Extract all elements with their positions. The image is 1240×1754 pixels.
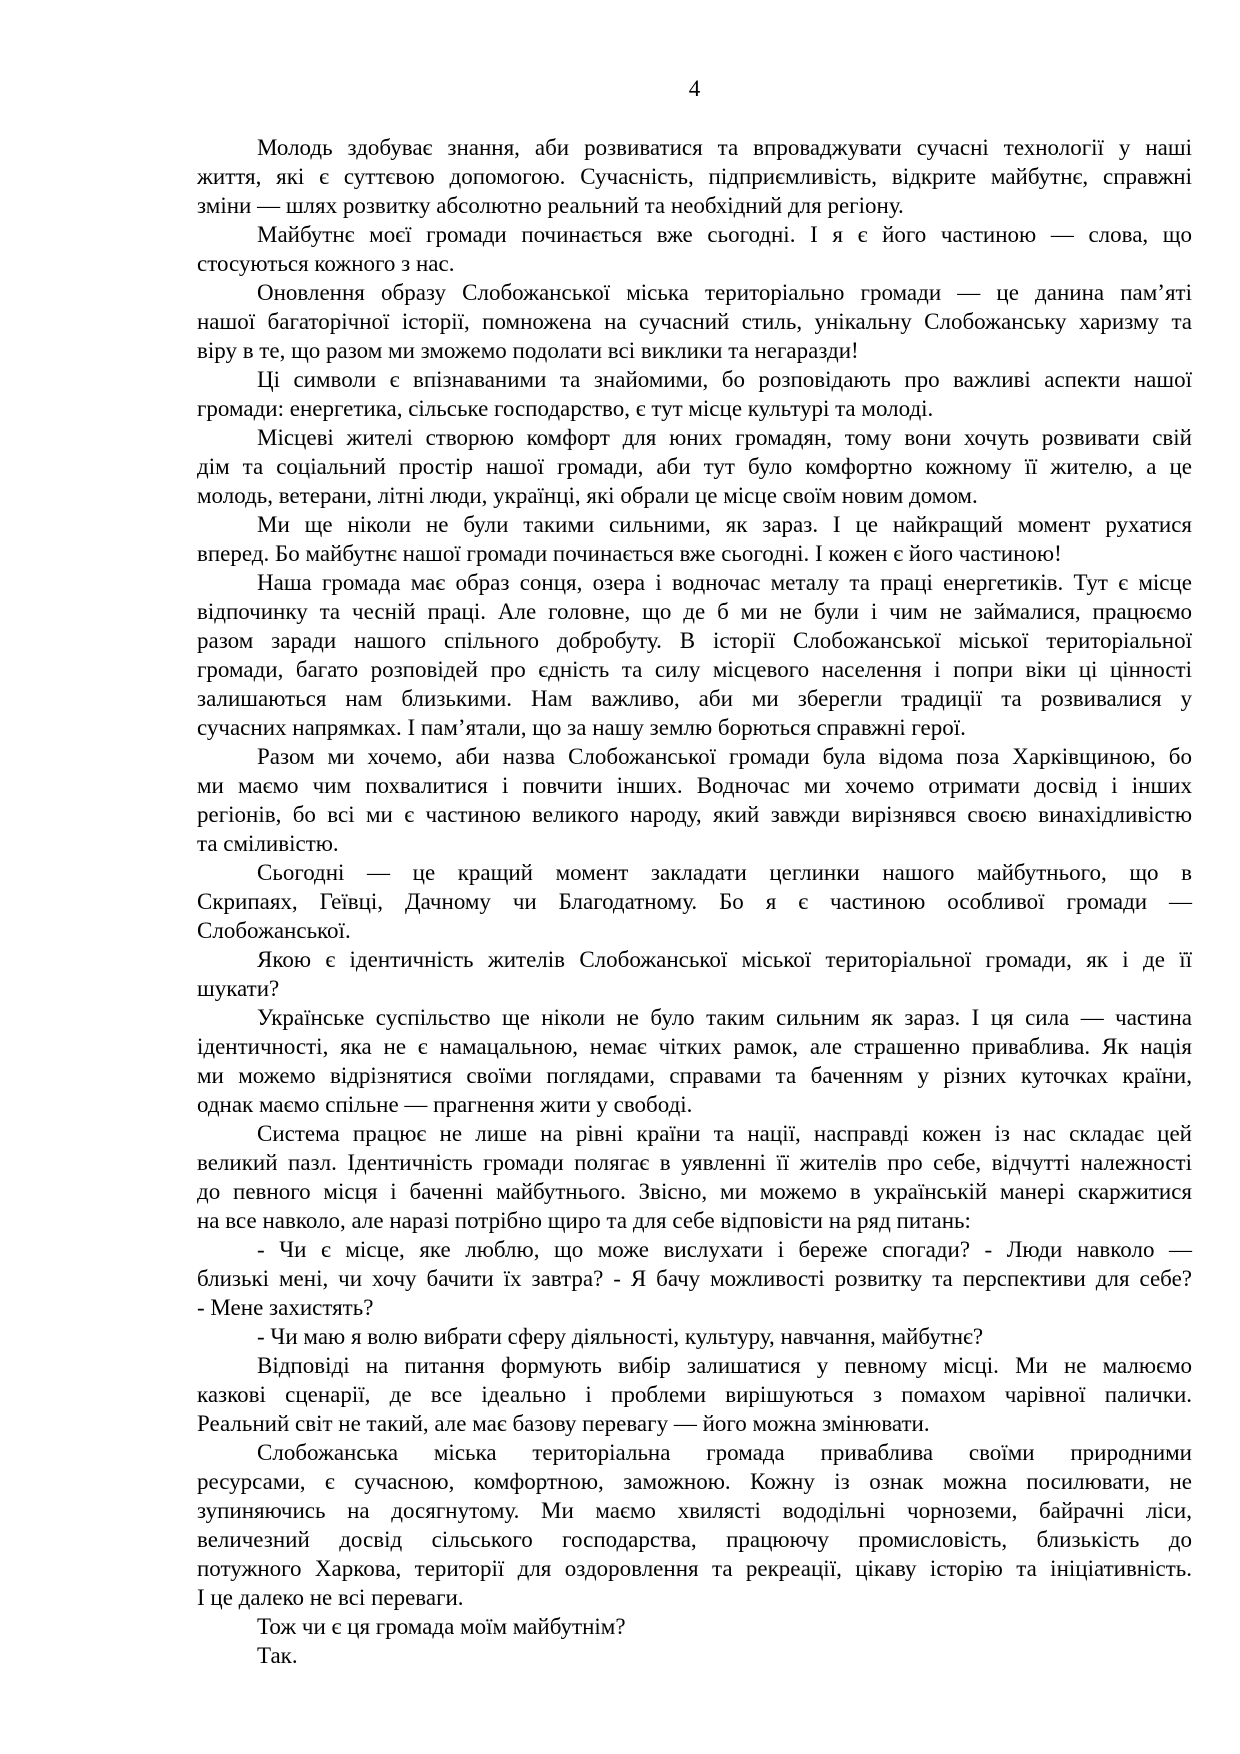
paragraph (197, 1119, 1192, 1235)
text-line: молодь, ветерани, літні люди, українці, які обрали це місце своїм новим домом. (197, 483, 978, 508)
paragraph (197, 1322, 1192, 1351)
paragraph (197, 1351, 1192, 1438)
page-number: 4 (688, 76, 701, 101)
text-line: вперед. Бо майбутнє нашої громади починається вже сьогодні. І кожен є його частиною! (197, 541, 1062, 566)
text-line: зміни — шлях розвитку абсолютно реальний та необхідний для регіону. (197, 193, 904, 218)
paragraph (197, 1438, 1192, 1612)
paragraph (197, 568, 1192, 742)
text-line: ресурсами, є сучасною, комфортною, заможною. Кожну із ознак можна посилювати, не (197, 1469, 1192, 1494)
text-line: ідентичності, яка не є намацальною, немає чітких рамок, але страшенно приваблива. Як нація (197, 1034, 1192, 1059)
text-line: ми можемо відрізнятися своїми поглядами, справами та баченням у різних куточках країни, (197, 1063, 1192, 1088)
paragraph (197, 365, 1192, 423)
text-line: великий пазл. Ідентичність громади полягає в уявленні її жителів про себе, відчутті належності (197, 1150, 1192, 1175)
paragraph (197, 1003, 1192, 1119)
text-line: залишаються нам близькими. Нам важливо, аби ми зберегли традиції та розвивалися у (197, 686, 1192, 711)
paragraph (197, 1235, 1192, 1322)
text-line: Ці символи є впізнаваними та знайомими, бо розповідають про важливі аспекти нашої (257, 367, 1192, 392)
text-line: величезний досвід сільського господарства, працюючу промисловість, близькість до (197, 1527, 1192, 1552)
paragraph (197, 945, 1192, 1003)
text-line: Молодь здобуває знання, аби розвиватися та впроваджувати сучасні технології у наші (257, 135, 1192, 160)
text-line: Тож чи є ця громада моїм майбутнім? (257, 1614, 626, 1639)
paragraph (197, 510, 1192, 568)
text-line: казкові сценарії, де все ідеально і проблеми вирішуються з помахом чарівної палички. (197, 1382, 1192, 1407)
text-line: Система працює не лише на рівні країни та нації, насправді кожен із нас складає цей (257, 1121, 1192, 1146)
text-line: громади, багато розповідей про єдність та силу місцевого населення і попри віки ці цінності (197, 657, 1192, 682)
text-line: - Чи маю я волю вибрати сферу діяльності, культуру, навчання, майбутнє? (257, 1324, 984, 1349)
text-line: стосуються кожного з нас. (197, 251, 455, 276)
text-line: І це далеко не всі переваги. (197, 1585, 464, 1610)
text-line: до певного місця і баченні майбутнього. Звісно, ми можемо в українській манері скаржитися (197, 1179, 1192, 1204)
text-line: Якою є ідентичність жителів Слобожанської міської територіальної громади, як і де її (257, 947, 1192, 972)
text-line: зупиняючись на досягнутому. Ми маємо хвилясті вододільні чорноземи, байрачні ліси, (197, 1498, 1192, 1523)
text-line: Місцеві жителі створюю комфорт для юних громадян, тому вони хочуть розвивати свій (257, 425, 1192, 450)
text-line: ми маємо чим похвалитися і повчити інших. Водночас ми хочемо отримати досвід і інших (197, 773, 1192, 798)
text-line: Разом ми хочемо, аби назва Слобожанської громади була відома поза Харківщиною, бо (257, 744, 1192, 769)
text-line: Ми ще ніколи не були такими сильними, як зараз. І це найкращий момент рухатися (257, 512, 1192, 537)
text-line: близькі мені, чи хочу бачити їх завтра? - Я бачу можливості розвитку та перспективи для себе? (197, 1266, 1192, 1291)
text-line: Скрипаях, Геївці, Дачному чи Благодатному. Бо я є частиною особливої громади — (197, 889, 1192, 914)
text-line: регіонів, бо всі ми є частиною великого народу, який завжди вирізнявся своєю винахідливістю (197, 802, 1192, 827)
text-line: Відповіді на питання формують вибір залишатися у певному місці. Ми не малюємо (257, 1353, 1192, 1378)
text-line: дім та соціальний простір нашої громади, аби тут було комфортно кожному її жителю, а це (197, 454, 1192, 479)
text-line: громади: енергетика, сільське господарство, є тут місце культурі та молоді. (197, 396, 934, 421)
text-line: потужного Харкова, території для оздоровлення та рекреації, цікаву історію та ініціативність. (197, 1556, 1192, 1581)
text-line: однак маємо спільне — прагнення жити у свободі. (197, 1092, 693, 1117)
paragraph (197, 742, 1192, 858)
text-line: Майбутнє моєї громади починається вже сьогодні. І я є його частиною — слова, що (257, 222, 1192, 247)
paragraph (197, 133, 1192, 220)
text-line: - Мене захистять? (197, 1295, 374, 1320)
text-line: Українське суспільство ще ніколи не було таким сильним як зараз. І ця сила — частина (257, 1005, 1192, 1030)
text-line: разом заради нашого спільного добробуту. В історії Слобожанської міської територіальної (197, 628, 1192, 653)
text-line: Слобожанської. (197, 918, 351, 943)
text-line: нашої багаторічної історії, помножена на сучасний стиль, унікальну Слобожанську харизму та (197, 309, 1192, 334)
paragraph (197, 278, 1192, 365)
text-line: відпочинку та чесній праці. Але головне, що де б ми не були і чим не займалися, працюємо (197, 599, 1192, 624)
text-line: та сміливістю. (197, 831, 339, 856)
text-line: віру в те, що разом ми зможемо подолати всі виклики та негаразди! (197, 338, 859, 363)
text-line: сучасних напрямках. І пам’ятали, що за нашу землю борються справжні герої. (197, 715, 966, 740)
text-line: Оновлення образу Слобожанської міська територіально громади — це данина пам’яті (257, 280, 1192, 305)
text-line: Слобожанська міська територіальна громада приваблива своїми природними (257, 1440, 1192, 1465)
text-line: Сьогодні — це кращий момент закладати цеглинки нашого майбутнього, що в (257, 860, 1192, 885)
paragraph (197, 858, 1192, 945)
text-line: - Чи є місце, яке люблю, що може вислухати і береже спогади? - Люди навколо — (257, 1237, 1192, 1262)
text-line: на все навколо, але наразі потрібно щиро та для себе відповісти на ряд питань: (197, 1208, 971, 1233)
text-line: Наша громада має образ сонця, озера і водночас металу та праці енергетиків. Тут є місце (257, 570, 1192, 595)
text-line: Так. (257, 1643, 298, 1668)
paragraph (197, 1641, 1192, 1670)
text-line: Реальний світ не такий, але має базову перевагу — його можна змінювати. (197, 1411, 930, 1436)
paragraph (197, 1612, 1192, 1641)
paragraph (197, 220, 1192, 278)
paragraph (197, 423, 1192, 510)
text-line: шукати? (197, 976, 280, 1001)
text-line: життя, які є суттєвою допомогою. Сучасність, підприємливість, відкрите майбутнє, справжні (197, 164, 1192, 189)
document-body (197, 133, 1192, 1670)
